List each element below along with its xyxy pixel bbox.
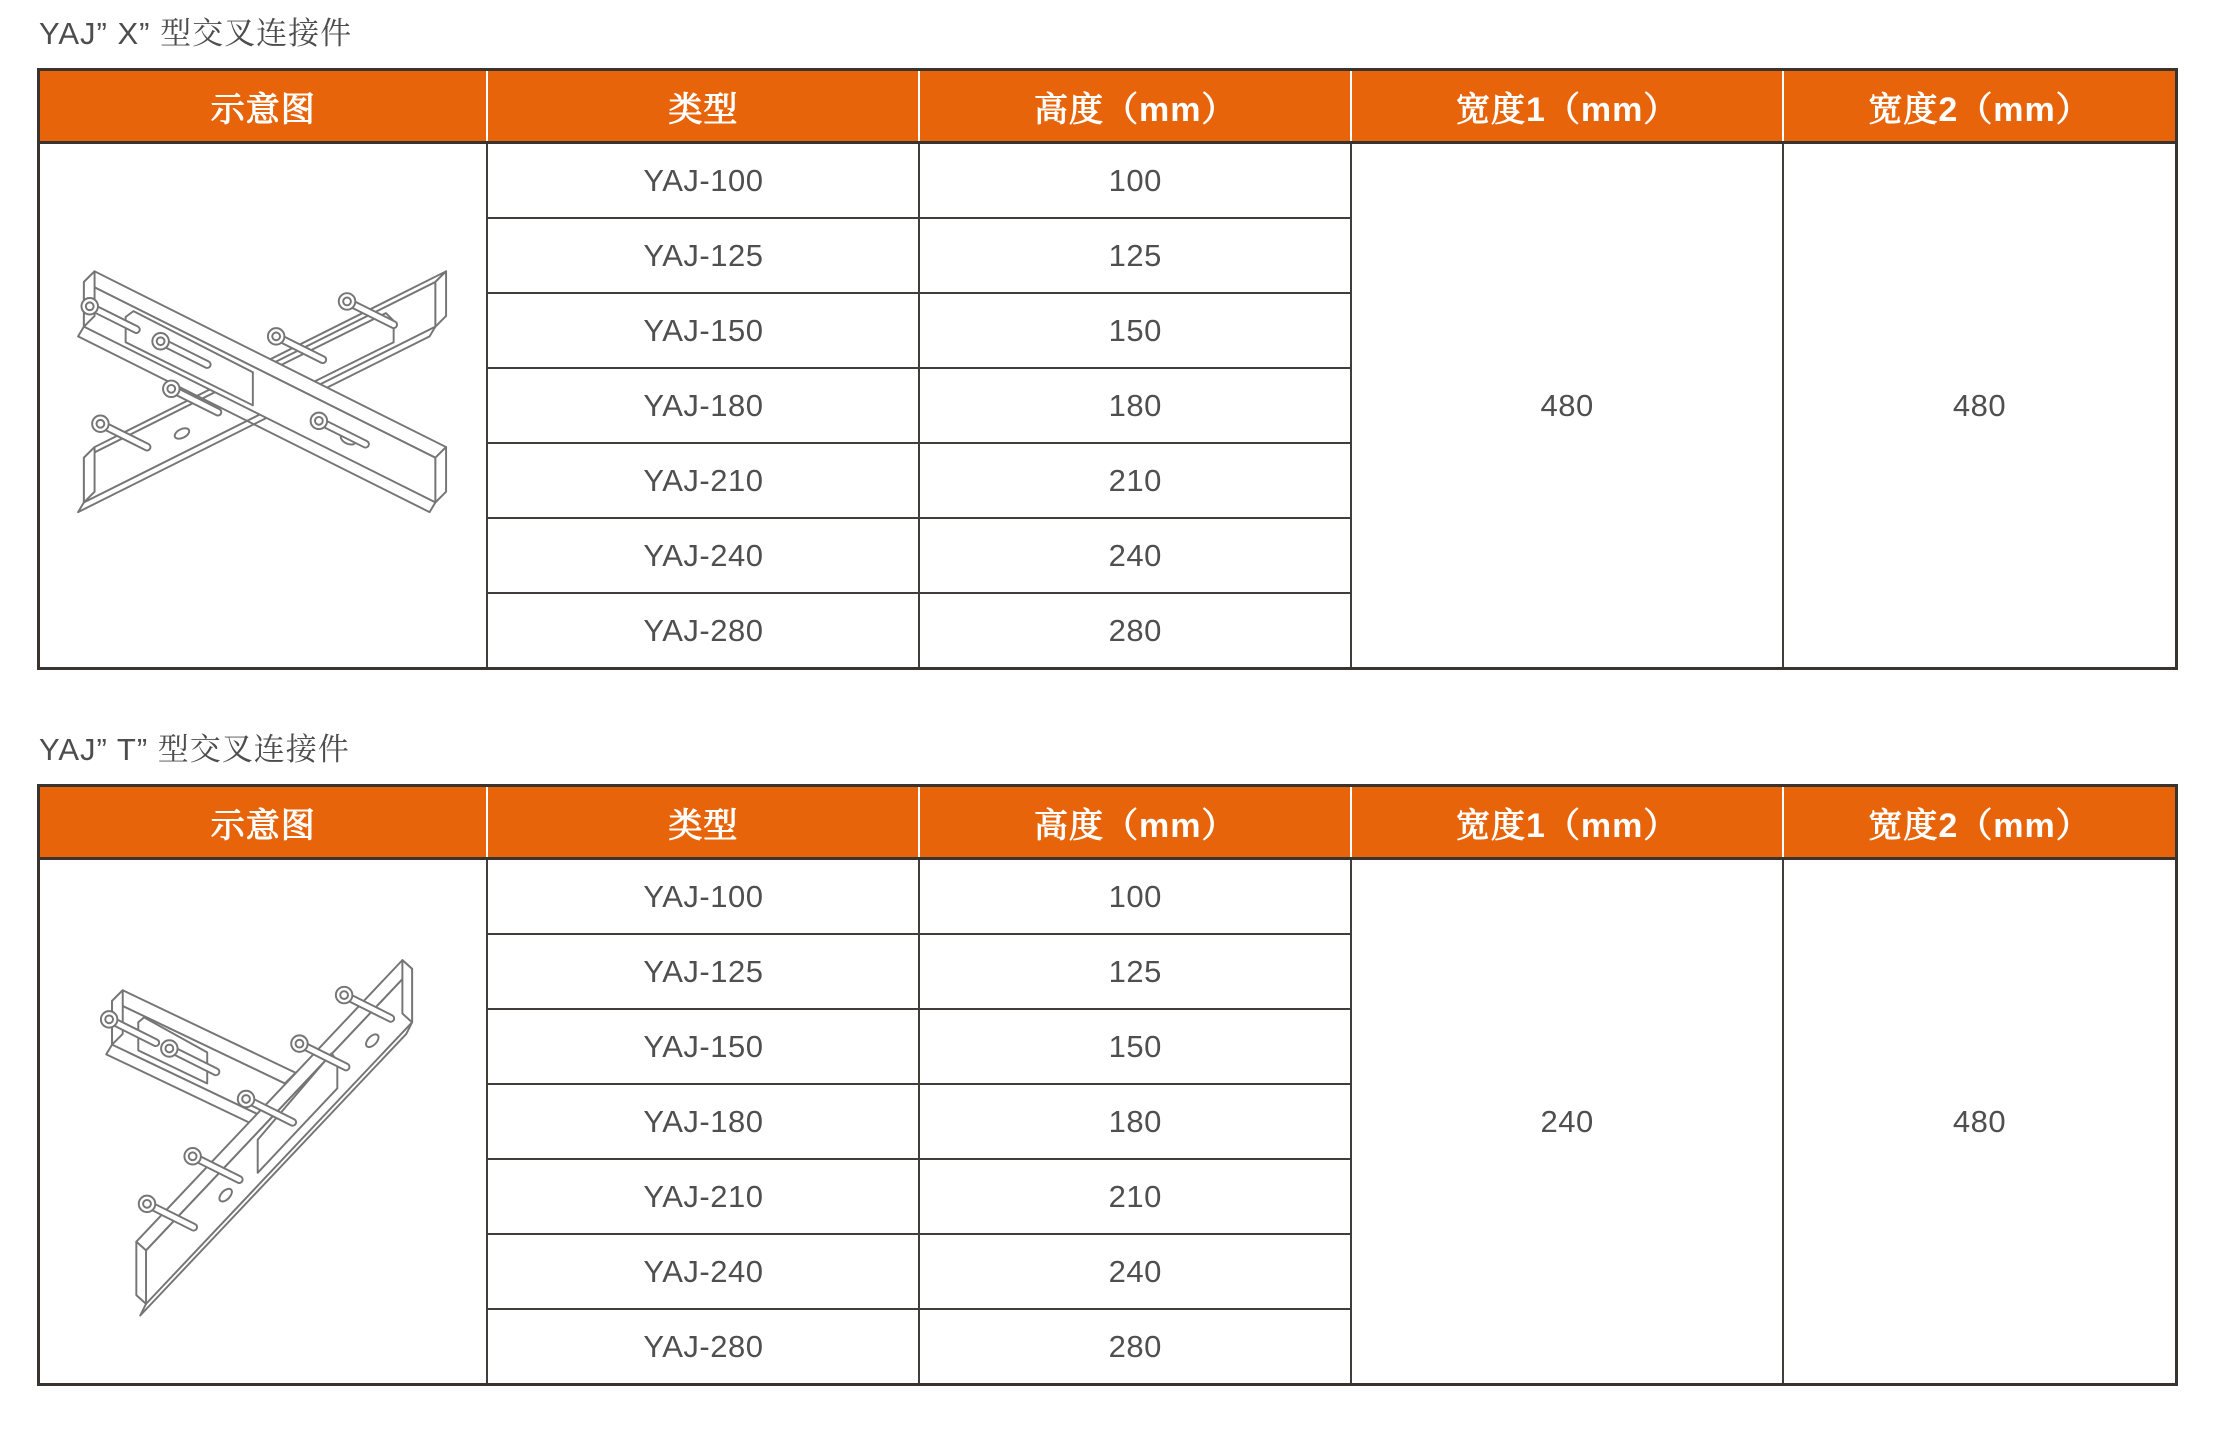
height-cell: 150 — [919, 293, 1351, 368]
header-width1: 宽度1（mm） — [1351, 70, 1783, 143]
type-cell: YAJ-125 — [487, 934, 919, 1009]
height-cell: 240 — [919, 1234, 1351, 1309]
table-row — [39, 859, 2177, 935]
height-cell: 210 — [919, 443, 1351, 518]
type-cell: YAJ-210 — [487, 1159, 919, 1234]
header-height: 高度（mm） — [919, 786, 1351, 859]
x-connector-diagram-icon — [47, 148, 480, 663]
height-cell: 280 — [919, 1309, 1351, 1385]
t-type-spec-table — [37, 784, 2178, 1386]
header-row — [39, 786, 2177, 859]
t-connector-diagram-icon — [47, 864, 480, 1379]
type-cell: YAJ-180 — [487, 368, 919, 443]
x-connector-diagram-cell — [39, 143, 488, 669]
type-cell: YAJ-240 — [487, 518, 919, 593]
type-cell: YAJ-280 — [487, 593, 919, 669]
header-schematic: 示意图 — [39, 70, 488, 143]
type-cell: YAJ-100 — [487, 143, 919, 219]
height-cell: 240 — [919, 518, 1351, 593]
header-width2: 宽度2（mm） — [1783, 70, 2176, 143]
header-height: 高度（mm） — [919, 70, 1351, 143]
width2-cell: 480 — [1783, 859, 2176, 1385]
width1-cell: 480 — [1351, 143, 1783, 669]
height-cell: 180 — [919, 1084, 1351, 1159]
header-width1: 宽度1（mm） — [1351, 786, 1783, 859]
x-type-title: YAJ” X” 型交叉连接件 — [39, 16, 353, 51]
t-type-title: YAJ” T” 型交叉连接件 — [39, 732, 350, 767]
height-cell: 125 — [919, 218, 1351, 293]
type-cell: YAJ-210 — [487, 443, 919, 518]
table-row — [39, 143, 2177, 219]
x-type-spec-table — [37, 68, 2178, 670]
type-cell: YAJ-150 — [487, 293, 919, 368]
type-cell: YAJ-125 — [487, 218, 919, 293]
width1-cell: 240 — [1351, 859, 1783, 1385]
header-type: 类型 — [487, 786, 919, 859]
header-schematic: 示意图 — [39, 786, 488, 859]
header-type: 类型 — [487, 70, 919, 143]
x-type-section — [37, 16, 2178, 670]
type-cell: YAJ-280 — [487, 1309, 919, 1385]
header-width2: 宽度2（mm） — [1783, 786, 2176, 859]
type-cell: YAJ-240 — [487, 1234, 919, 1309]
height-cell: 100 — [919, 859, 1351, 935]
type-cell: YAJ-150 — [487, 1009, 919, 1084]
height-cell: 100 — [919, 143, 1351, 219]
height-cell: 210 — [919, 1159, 1351, 1234]
t-connector-diagram-cell — [39, 859, 488, 1385]
height-cell: 180 — [919, 368, 1351, 443]
t-type-section — [37, 732, 2178, 1386]
type-cell: YAJ-100 — [487, 859, 919, 935]
header-row — [39, 70, 2177, 143]
height-cell: 280 — [919, 593, 1351, 669]
height-cell: 150 — [919, 1009, 1351, 1084]
height-cell: 125 — [919, 934, 1351, 1009]
width2-cell: 480 — [1783, 143, 2176, 669]
type-cell: YAJ-180 — [487, 1084, 919, 1159]
